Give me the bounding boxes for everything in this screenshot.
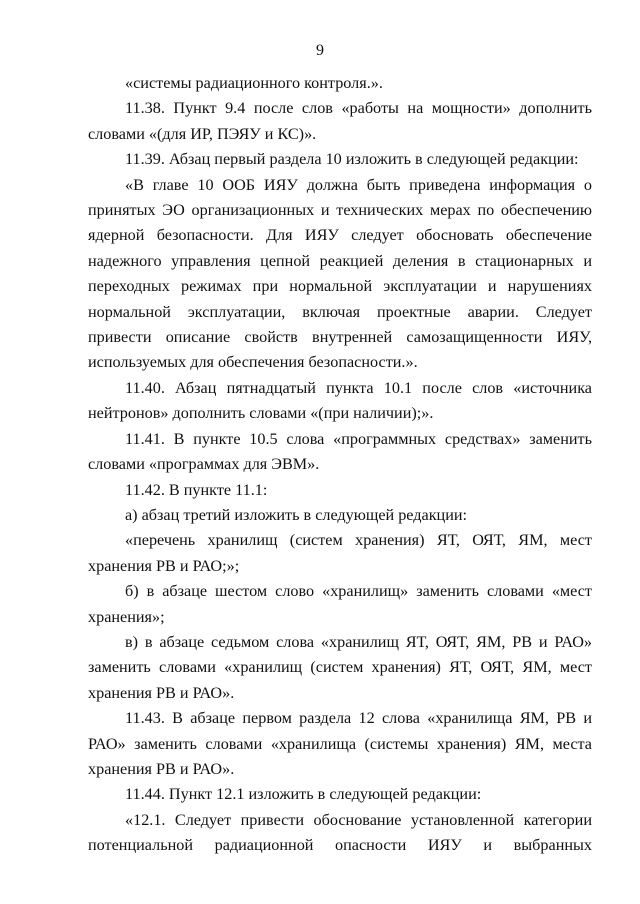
page-number: 9 [316,42,324,59]
paragraph: в) в абзаце седьмом слова «хранилищ ЯТ, ОЯТ, ЯМ, РВ и РАО» заменить словами «хранилищ (систем хранения) ЯТ, ОЯТ, ЯМ, мест хранения РВ и РАО». [88,632,592,702]
paragraph: 11.39. Абзац первый раздела 10 изложить в следующей редакции: [125,150,579,169]
paragraph: «В главе 10 ООБ ИЯУ должна быть приведена информация о принятых ЭО организационных и технических мерах по обеспечению ядерной безопасности. Для ИЯУ следует обосновать обеспечение надежного управления цепной реакцией деления в стационарных и переходных режимах при нормальной эксплуатации и нарушениях нормальной эксплуатации, включая проектные аварии. Следует привести описание свойств внутренней самозащищенности ИЯУ, используемых для обеспечения безопасности.». [88,175,592,372]
paragraph: 11.38. Пункт 9.4 после слов «работы на мощности» дополнить словами «(для ИР, ПЭЯУ и КС)». [88,99,592,143]
paragraph: «перечень хранилищ (систем хранения) ЯТ, ОЯТ, ЯМ, мест хранения РВ и РАО;»; [88,531,592,575]
paragraph: а) абзац третий изложить в следующей редакции: [125,505,468,524]
document-body [88,71,592,859]
paragraph: «системы радиационного контроля.». [125,74,383,92]
paragraph: 11.42. В пункте 11.1: [125,480,268,499]
paragraph: «12.1. Следует привести обоснование установленной категории потенциальной радиационной опасности ИЯУ и выбранных [88,810,592,855]
paragraph: 11.43. В абзаце первом раздела 12 слова «хранилища ЯМ, РВ и РАО» заменить словами «хранилища (системы хранения) ЯМ, места хранения РВ и РАО». [88,709,592,778]
paragraph: 11.41. В пункте 10.5 слова «программных средствах» заменить словами «программах для ЭВМ». [88,429,592,474]
paragraph: 11.44. Пункт 12.1 изложить в следующей редакции: [125,785,482,804]
paragraph: б) в абзаце шестом слово «хранилищ» заменить словами «мест хранения»; [88,582,592,626]
paragraph: 11.40. Абзац пятнадцатый пункта 10.1 после слов «источника нейтронов» дополнить словами «(при наличии);». [88,378,592,423]
